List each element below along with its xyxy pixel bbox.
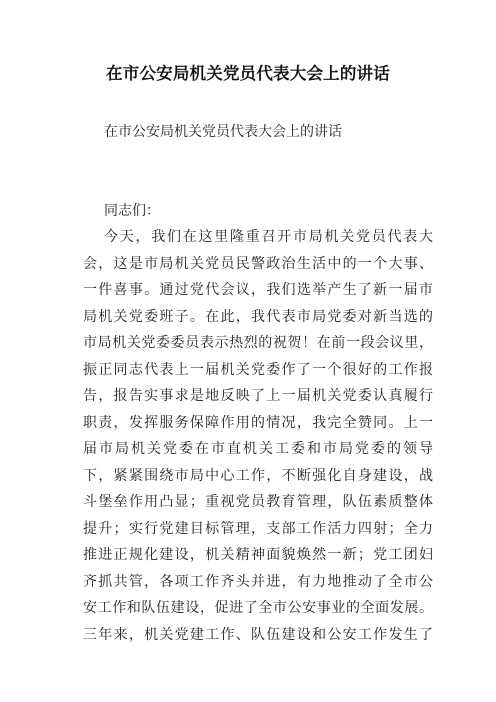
body-line: 局机关党委班子。在此，我代表市局党委对新当选的 — [83, 308, 433, 325]
body-line: 会，这是市局机关党员民警政治生活中的一个大事、 — [83, 255, 433, 272]
document-title: 在市公安局机关党员代表大会上的讲话 — [106, 64, 390, 83]
body-line: 三年来，机关党建工作、队伍建设和公安工作发生了 — [83, 626, 433, 643]
body-line: 市局机关党委委员表示热烈的祝贺！在前一段会议里， — [83, 335, 433, 351]
body-line: 今天，我们在这里隆重召开市局机关党员代表大 — [104, 229, 433, 245]
body-line: 职责，发挥服务保障作用的情况，我完全赞同。上一 — [83, 414, 433, 431]
body-line: 告，报告实事求是地反映了上一届机关党委认真履行 — [83, 388, 433, 404]
body-line: 推进正规化建设，机关精神面貌焕然一新；党工团妇 — [83, 547, 433, 563]
body-line: 下，紧紧围绕市局中心工作，不断强化自身建设，战 — [83, 467, 433, 484]
document-subtitle: 在市公安局机关党员代表大会上的讲话 — [104, 124, 342, 140]
body-line: 振正同志代表上一届机关党委作了一个很好的工作报 — [83, 361, 433, 378]
body-line: 安工作和队伍建设，促进了全市公安事业的全面发展。 — [83, 600, 433, 616]
body-line: 届市局机关党委在市直机关工委和市局党委的领导 — [83, 441, 433, 457]
salutation: 同志们： — [104, 203, 160, 219]
body-line: 一件喜事。通过党代会议，我们选举产生了新一届市 — [83, 282, 433, 298]
body-line: 齐抓共管，各项工作齐头并进，有力地推动了全市公 — [83, 573, 433, 590]
body-line: 提升；实行党建目标管理，支部工作活力四射；全力 — [83, 520, 433, 537]
body-line: 斗堡垒作用凸显；重视党员教育管理，队伍素质整体 — [83, 494, 433, 510]
speech-body — [83, 224, 433, 648]
